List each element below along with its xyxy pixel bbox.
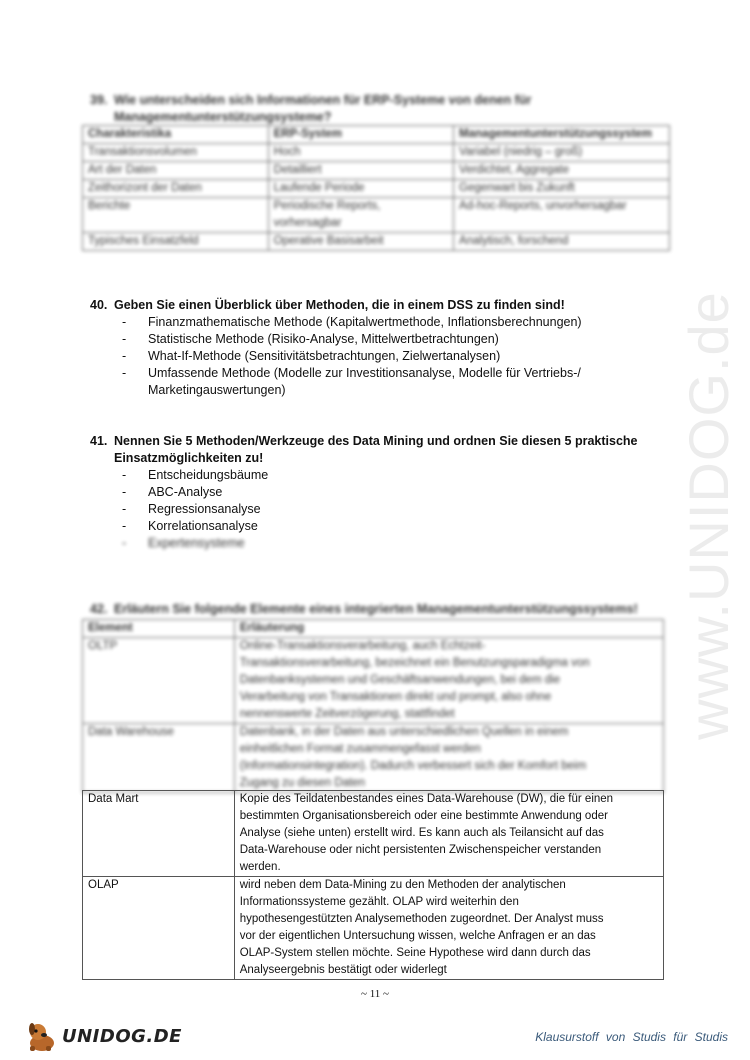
question-40-title: 40. Geben Sie einen Überblick über Methoden, die in einem DSS zu finden sind! (90, 298, 565, 312)
list-item: - Finanzmathematische Methode (Kapitalwertmethode, Inflationsberechnungen) (122, 314, 682, 331)
question-41-blurred-list (122, 535, 522, 552)
question-39-title: 39. Wie unterscheiden sich Informationen für ERP-Systeme von denen für Managementunterstützungsysteme? (90, 93, 532, 124)
list-item: - Korrelationsanalyse (122, 518, 522, 535)
table-row (83, 791, 664, 877)
table-header-cell: ERP-System (268, 126, 453, 144)
list-item: - What-If-Methode (Sensitivitätsbetrachtungen, Zielwertanalysen) (122, 348, 682, 365)
footer-tagline: Klausurstoff von Studis für Studis (535, 1030, 728, 1044)
question-41-title: 41. Nennen Sie 5 Methoden/Werkzeuge des Data Mining und ordnen Sie diesen 5 praktische Einsatzmöglichkeiten zu! (90, 434, 638, 465)
table-header-cell: Erläuterung (234, 620, 663, 638)
table-header-cell: Charakteristika (83, 126, 269, 144)
question-42-title: 42. Erläutern Sie folgende Elemente eines integrierten Managementunterstützungssystems! (90, 602, 638, 616)
table-row: Berichte Periodische Reports, vorhersagbar Ad-hoc-Reports, unvorhersagbar (83, 198, 670, 233)
dog-mascot-icon (24, 1019, 60, 1053)
list-item: - ABC-Analyse (122, 484, 522, 501)
table-row: Data Warehouse Datenbank, in der Daten aus unterschiedlichen Quellen in einem einheitlichen Format zusammengefasst werden (Informationsintegration). Dadurch verbessert sich der Komfort beim Zugang zu diesen Daten (83, 724, 664, 793)
table-row: OLTP Online-Transaktionsverarbeitung, auch Echtzeit- Transaktionsverarbeitung, bezeichnet ein Benutzungsparadigma von Datenbanksystemen und Geschäftsanwendungen, bei dem die Verarbeitung von Transaktionen direkt und prompt, also ohne nennenswerte Zeitverzögerung, stattfindet (83, 638, 664, 724)
table-header-row (83, 620, 664, 638)
list-item: - Statistische Methode (Risiko-Analyse, Mittelwertbetrachtungen) (122, 331, 682, 348)
table-row (83, 877, 664, 980)
element-cell: OLAP (83, 877, 235, 980)
logo-text: UNIDOG.DE (62, 1025, 182, 1047)
watermark: www.UNIDOG.de (676, 290, 740, 740)
table-header-cell: Managementunterstützungssystem (454, 126, 670, 144)
list-item: - Entscheidungsbäume (122, 467, 522, 484)
list-item: - Expertensysteme (122, 535, 522, 552)
question-40-list (122, 314, 682, 382)
footer-logo (24, 1016, 182, 1056)
table-row: Zeithorizont der Daten Laufende Periode Gegenwart bis Zukunft (83, 180, 670, 198)
table-header-row (83, 126, 670, 144)
list-item: - Umfassende Methode (Modelle zur Investitionsanalyse, Modelle für Vertriebs-/ (122, 365, 682, 382)
question-41-list (122, 467, 522, 535)
explanation-cell: wird neben dem Data-Mining zu den Methoden der analytischen Informationssysteme gezählt. OLAP wird weiterhin den hypothesengestützten Analysemethoden zugeordnet. Der Analyst muss vor der eigentlichen Untersuchung wissen, welche Anfragen er an das OLAP-System stellen möchte. Seine Hypothese wird dann durch das Analyseergebnis bestätigt oder widerlegt (234, 877, 663, 980)
list-item: - Regressionsanalyse (122, 501, 522, 518)
table-header-cell: Element (83, 620, 235, 638)
table-row: Transaktionsvolumen Hoch Variabel (niedrig – groß) (83, 144, 670, 162)
page-number: ~ 11 ~ (361, 988, 389, 1000)
table-row: Typisches Einsatzfeld Operative Basisarbeit Analytisch, forschend (83, 233, 670, 251)
table-row: Art der Daten Detailliert Verdichtet, Aggregate (83, 162, 670, 180)
question-42-table-blurred (82, 619, 664, 793)
element-cell: Data Mart (83, 791, 235, 877)
list-item-continuation: Marketingauswertungen) (148, 383, 286, 397)
question-42-table (82, 790, 664, 980)
question-39-table (82, 125, 670, 251)
explanation-cell: Kopie des Teildatenbestandes eines Data-Warehouse (DW), die für einen bestimmten Organisationsbereich oder eine bestimmte Anwendung oder Analyse (siehe unten) erstellt wird. Es kann auch als Teilansicht auf das Data-Warehouse oder nicht persistenten Zwischenspeicher verstanden werden. (234, 791, 663, 877)
